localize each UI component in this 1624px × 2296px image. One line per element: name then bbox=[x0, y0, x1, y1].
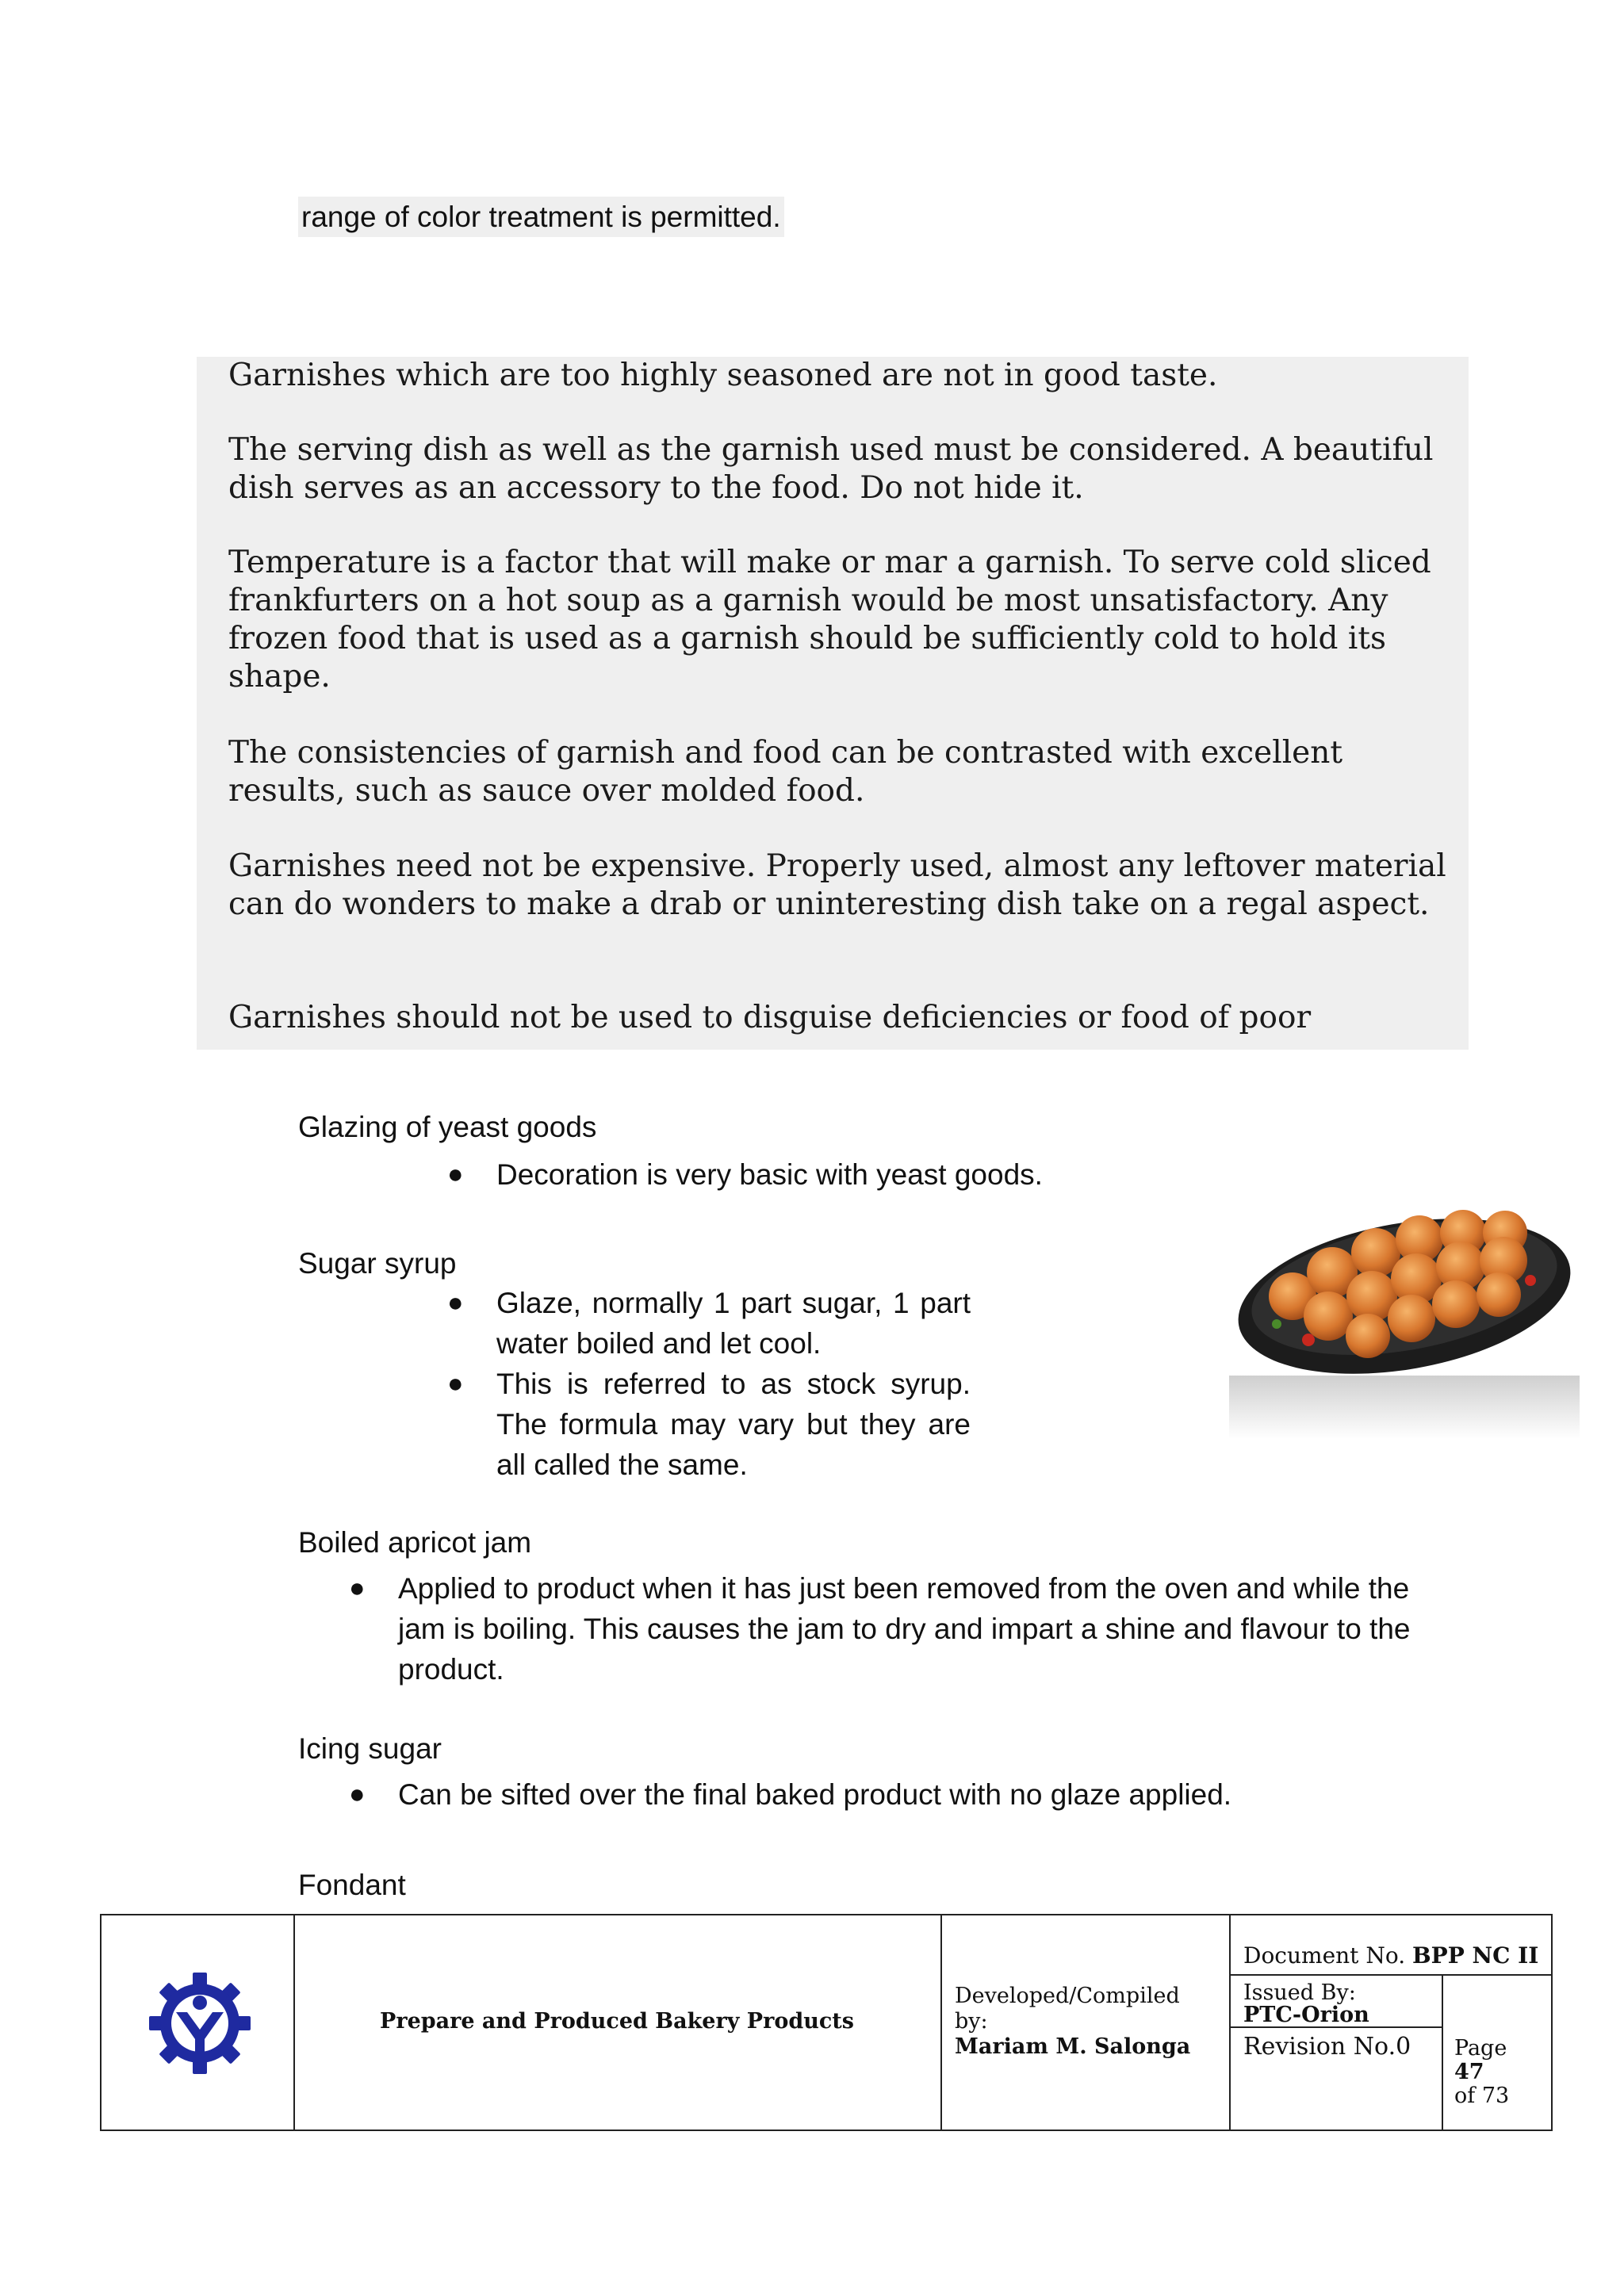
bullet-dot-icon: ● bbox=[447, 1368, 464, 1399]
heading-glazing-yeast-goods: Glazing of yeast goods bbox=[298, 1111, 597, 1143]
footer-title-cell bbox=[293, 1915, 942, 2130]
footer-issuer: PTC-Orion bbox=[1243, 2003, 1369, 2027]
bullet-dot-icon: ● bbox=[447, 1288, 464, 1318]
garnish-paragraph-5: Garnishes need not be expensive. Properly used, almost any leftover material can do wonders to make a drab or uninteresting dish take on a regal aspect. bbox=[228, 848, 1446, 922]
icing-bullet-1: ● Can be sifted over the final baked product with no glaze applied. bbox=[398, 1774, 1445, 1815]
apricot-bullet-list bbox=[349, 1568, 1445, 1689]
garnish-paragraph-4: The consistencies of garnish and food can be contrasted with excellent results, such as sauce over molded food. bbox=[228, 735, 1343, 809]
footer-revision: Revision No.0 bbox=[1243, 2033, 1411, 2061]
glazing-bullet-list bbox=[447, 1154, 1194, 1195]
footer-developer-name: Mariam M. Salonga bbox=[955, 2034, 1191, 2059]
footer-developer-cell bbox=[940, 1915, 1231, 2130]
footer-title: Prepare and Produced Bakery Products bbox=[380, 2009, 854, 2034]
sugar-syrup-bullet-2: ● This is referred to as stock syrup. The formula may vary but they are all called the same. bbox=[496, 1364, 971, 1485]
gear-person-logo-icon bbox=[147, 1971, 252, 2076]
garnish-rules-box bbox=[197, 357, 1469, 1050]
sugar-syrup-bullet-1: ● Glaze, normally 1 part sugar, 1 part water boiled and let cool. bbox=[496, 1283, 971, 1364]
sugar-syrup-bullet-list bbox=[447, 1283, 971, 1485]
footer-doc-info-cell bbox=[1229, 1915, 1551, 2130]
icing-bullet-list bbox=[349, 1774, 1445, 1815]
footer-page-number: 47 bbox=[1454, 2060, 1484, 2084]
heading-boiled-apricot-jam: Boiled apricot jam bbox=[298, 1526, 532, 1559]
garnish-paragraph-2: The serving dish as well as the garnish used must be considered. A beautiful dish serves as an accessory to the food. Do not hide it. bbox=[228, 432, 1434, 506]
bullet-dot-icon: ● bbox=[349, 1779, 366, 1809]
glazing-bullet-1: ● Decoration is very basic with yeast goods. bbox=[496, 1154, 1194, 1195]
heading-fondant: Fondant bbox=[298, 1869, 406, 1901]
footer-logo-cell bbox=[102, 1915, 295, 2130]
heading-sugar-syrup: Sugar syrup bbox=[298, 1247, 457, 1280]
garnish-paragraph-1: Garnishes which are too highly seasoned are not in good taste. bbox=[228, 358, 1218, 393]
garnish-paragraph-6: Garnishes should not be used to disguise deficiencies or food of poor bbox=[228, 1000, 1312, 1035]
glazed-buns-platter-image bbox=[1229, 1177, 1580, 1439]
document-footer-table bbox=[100, 1914, 1553, 2131]
bullet-dot-icon: ● bbox=[349, 1573, 366, 1603]
footer-page-label: Page bbox=[1454, 2036, 1507, 2061]
footer-developed-label: Developed/Compiled by: bbox=[955, 1984, 1180, 2034]
top-fragment-text: range of color treatment is permitted. bbox=[298, 197, 784, 237]
footer-document-number: Document No. BPP NC II bbox=[1243, 1942, 1539, 1969]
bullet-dot-icon: ● bbox=[447, 1159, 464, 1189]
apricot-bullet-1: ● Applied to product when it has just been removed from the oven and while the jam is boiling. This causes the jam to dry and impart a shine and flavour to the product. bbox=[398, 1568, 1445, 1689]
footer-issued-label: Issued By: bbox=[1243, 1980, 1356, 2005]
footer-page-total: of 73 bbox=[1454, 2084, 1510, 2108]
heading-icing-sugar: Icing sugar bbox=[298, 1732, 442, 1765]
garnish-paragraph-3: Temperature is a factor that will make or mar a garnish. To serve cold sliced frankfurters on a hot soup as a garnish would be most unsatisfactory. Any frozen food that is used as a garnish should be sufficiently cold to hold its shape. bbox=[228, 545, 1431, 695]
